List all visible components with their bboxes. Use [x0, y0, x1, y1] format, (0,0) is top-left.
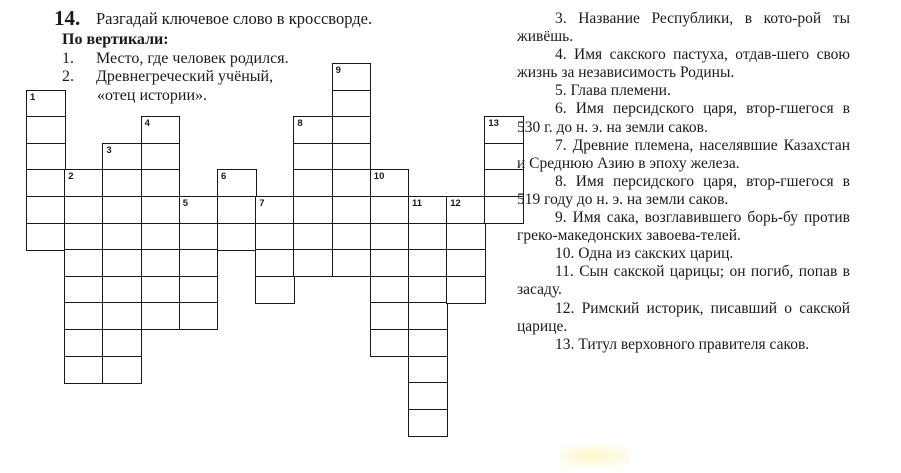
crossword-cell[interactable] — [408, 329, 448, 357]
task-title: Разгадай ключевое слово в кроссворде. — [96, 9, 373, 28]
crossword-cell[interactable] — [446, 223, 486, 251]
crossword-cell[interactable] — [141, 223, 181, 251]
clue-item: 9. Имя сака, возглавившего борь-бу против греко-македонских завоева-телей. — [517, 209, 850, 245]
crossword-cell[interactable] — [102, 169, 142, 197]
crossword-cell[interactable] — [102, 356, 142, 384]
crossword-cell[interactable] — [446, 249, 486, 277]
clue-item: 8. Имя персидского царя, втор-гшегося в 519 году до н. э. на земли саков. — [517, 172, 850, 208]
crossword-cell[interactable] — [141, 196, 181, 224]
crossword-clue-number: 2 — [68, 171, 74, 183]
crossword-clue-number: 5 — [182, 198, 189, 209]
crossword-cell[interactable] — [26, 116, 66, 144]
crossword-cell[interactable] — [64, 356, 104, 384]
crossword-cell[interactable] — [332, 90, 372, 118]
crossword-cell[interactable] — [332, 143, 372, 171]
crossword-cell[interactable] — [102, 223, 142, 251]
crossword-clue-number: 1 — [30, 91, 36, 103]
clues-right-column — [517, 10, 850, 354]
crossword-cell[interactable] — [370, 223, 410, 251]
clue-2-text: Древнегреческий учёный, — [96, 68, 274, 85]
task-number: 14. — [54, 6, 81, 30]
crossword-cell[interactable] — [408, 356, 448, 384]
crossword-cell[interactable] — [141, 302, 181, 330]
crossword-cell[interactable] — [179, 249, 219, 277]
crossword-cell[interactable] — [255, 223, 295, 251]
crossword-cell[interactable] — [332, 196, 372, 224]
crossword-cell[interactable] — [64, 196, 104, 224]
crossword-cell[interactable] — [370, 276, 410, 304]
crossword-cell[interactable] — [332, 116, 372, 144]
clue-item: 3. Название Республики, в кото-рой ты живёшь. — [517, 10, 850, 46]
clue-2 — [62, 68, 273, 86]
crossword-cell[interactable] — [102, 196, 142, 224]
crossword-cell[interactable] — [141, 169, 181, 197]
crossword-cell[interactable] — [26, 223, 66, 251]
crossword-clue-number: 7 — [259, 198, 265, 209]
vertical-heading: По вертикали: — [62, 31, 169, 48]
crossword-cell[interactable] — [179, 223, 219, 251]
crossword-cell[interactable] — [293, 169, 333, 197]
crossword-cell[interactable] — [102, 276, 142, 304]
crossword-clue-number: 9 — [335, 65, 341, 76]
clue-1-text: Место, где человек родился. — [96, 50, 289, 67]
crossword-cell[interactable] — [179, 196, 219, 224]
crossword-clue-number: 3 — [106, 144, 112, 156]
crossword-cell[interactable] — [408, 223, 448, 251]
crossword-cell[interactable] — [446, 276, 486, 304]
crossword-cell[interactable] — [332, 63, 372, 91]
crossword-cell[interactable] — [293, 249, 333, 277]
crossword-cell[interactable] — [26, 90, 66, 118]
crossword-cell[interactable] — [64, 169, 104, 197]
clue-item: 12. Римский историк, писавший о сакской царице. — [517, 299, 850, 335]
crossword-cell[interactable] — [26, 196, 66, 224]
crossword-cell[interactable] — [293, 223, 333, 251]
crossword-cell[interactable] — [408, 276, 448, 304]
crossword-cell[interactable] — [64, 329, 104, 357]
crossword-cell[interactable] — [102, 143, 142, 171]
crossword-clue-number: 13 — [488, 118, 499, 130]
clue-2-continued — [97, 87, 207, 105]
crossword-clue-number: 8 — [297, 118, 303, 130]
clue-1 — [62, 50, 289, 68]
crossword-cell[interactable] — [370, 249, 410, 277]
crossword-cell[interactable] — [408, 249, 448, 277]
crossword-clue-number: 12 — [450, 198, 461, 209]
clue-2-text-continued: «отец истории». — [97, 87, 208, 104]
clue-item: 10. Одна из сакских цариц. — [555, 245, 734, 263]
crossword-cell[interactable] — [217, 196, 257, 224]
crossword-clue-number: 10 — [373, 171, 385, 183]
clue-1-number: 1. — [62, 50, 74, 67]
crossword-cell[interactable] — [370, 196, 410, 224]
crossword-cell[interactable] — [408, 409, 448, 437]
crossword-cell[interactable] — [141, 116, 181, 144]
crossword-cell[interactable] — [370, 302, 410, 330]
crossword-cell[interactable] — [332, 169, 372, 197]
highlight-mark — [560, 445, 630, 467]
clue-item: 6. Имя персидского царя, втор-гшегося в 530 г. до н. э. на земли саков. — [517, 100, 850, 136]
clue-item: 7. Древние племена, населявшие Казахстан и Среднюю Азию в эпоху железа. — [517, 136, 850, 172]
crossword-cell[interactable] — [102, 302, 142, 330]
crossword-cell[interactable] — [370, 169, 410, 197]
crossword-clue-number: 4 — [144, 118, 150, 130]
crossword-clue-number: 6 — [221, 171, 227, 183]
clue-item: 13. Титул верховного правителя саков. — [555, 335, 810, 353]
crossword-cell[interactable] — [26, 143, 66, 171]
crossword-cell[interactable] — [141, 249, 181, 277]
crossword-cell[interactable] — [217, 169, 257, 197]
crossword-cell[interactable] — [370, 329, 410, 357]
crossword-cell[interactable] — [64, 223, 104, 251]
crossword-cell[interactable] — [102, 329, 142, 357]
clue-item: 11. Сын сакской царицы; он погиб, попав в засаду. — [517, 263, 850, 299]
crossword-cell[interactable] — [332, 249, 372, 277]
clue-item: 5. Глава племени. — [555, 82, 671, 100]
crossword-cell[interactable] — [293, 143, 333, 171]
crossword-cell[interactable] — [255, 196, 295, 224]
crossword-clue-number: 11 — [412, 198, 423, 209]
crossword-cell[interactable] — [332, 223, 372, 251]
crossword-cell[interactable] — [255, 249, 295, 277]
crossword-cell[interactable] — [179, 276, 219, 304]
crossword-cell[interactable] — [255, 276, 295, 304]
crossword-cell[interactable] — [102, 249, 142, 277]
crossword-cell[interactable] — [141, 143, 181, 171]
crossword-cell[interactable] — [141, 276, 181, 304]
crossword-cell[interactable] — [293, 116, 333, 144]
crossword-cell[interactable] — [408, 302, 448, 330]
clue-2-number: 2. — [62, 68, 74, 85]
crossword-cell[interactable] — [26, 169, 66, 197]
crossword-cell[interactable] — [293, 196, 333, 224]
crossword-cell[interactable] — [179, 302, 219, 330]
crossword-cell[interactable] — [64, 302, 104, 330]
crossword-cell[interactable] — [408, 382, 448, 410]
crossword-cell[interactable] — [446, 196, 486, 224]
crossword-cell[interactable] — [64, 276, 104, 304]
crossword-cell[interactable] — [217, 223, 257, 251]
clue-item: 4. Имя сакского пастуха, отдав-шего свою жизнь за независимость Родины. — [517, 46, 850, 82]
crossword-cell[interactable] — [64, 249, 104, 277]
crossword-cell[interactable] — [408, 196, 448, 224]
